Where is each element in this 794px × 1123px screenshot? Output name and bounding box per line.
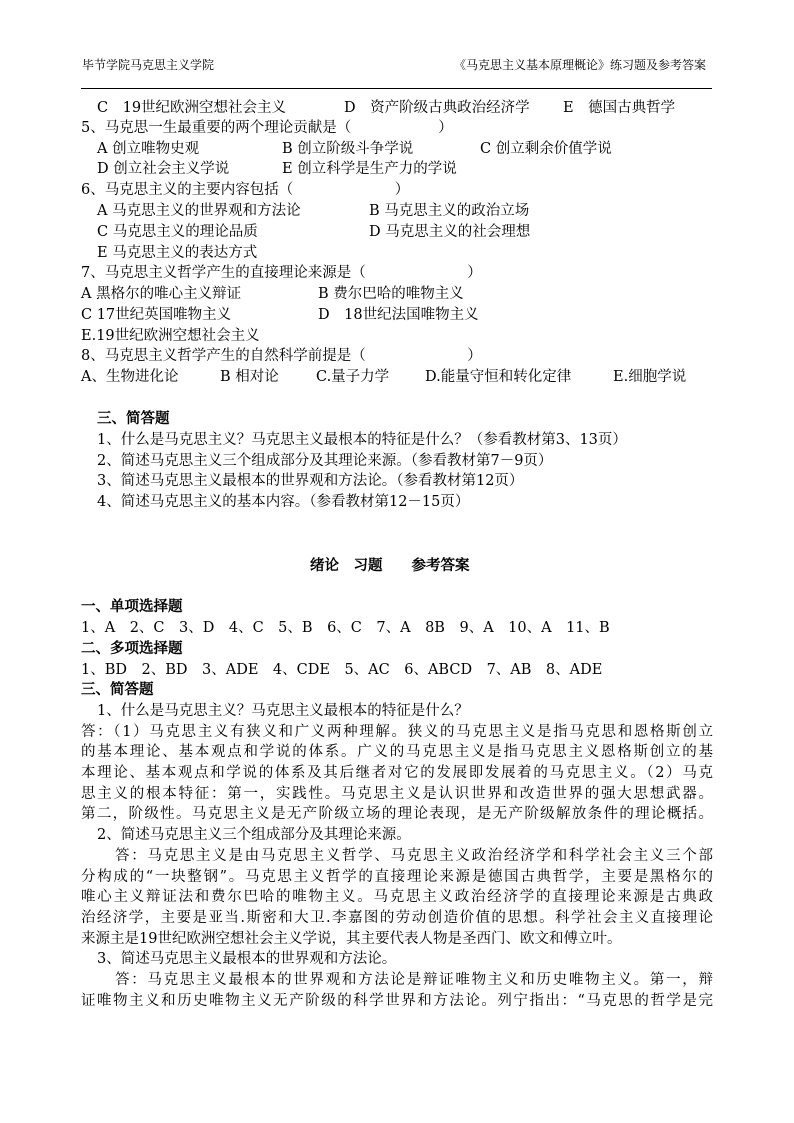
header-right: 《马克思主义基本原理概论》练习题及参考答案 bbox=[453, 58, 706, 72]
answers-short-heading: 三、简答题 bbox=[81, 681, 154, 698]
q8-option-a: A、生物进化论 bbox=[81, 369, 179, 385]
answer-2-line: 来源主是19世纪欧洲空想社会主义学说，其主要代表人物是圣西门、欧文和傅立叶。 bbox=[81, 931, 622, 947]
short-heading: 三、简答题 bbox=[97, 410, 170, 427]
answer-1-line: 的基本理论、基本观点和学说的体系。广义的马克思主义是指马克思主义恩格斯创立的基 bbox=[81, 744, 713, 760]
single-choice-answers: 1、A 2、C 3、D 4、C 5、B 6、C 7、A 8B 9、A 10、A 11、B bbox=[81, 620, 610, 636]
short-item: 2、简述马克思主义三个组成部分及其理论来源。（参看教材第7－9页） bbox=[97, 453, 553, 469]
q8-stem: 8、马克思主义哲学产生的自然科学前提是（ ） bbox=[81, 348, 482, 364]
q5-option-e: E 创立科学是生产力的学说 bbox=[282, 161, 457, 177]
single-choice-heading: 一、单项选择题 bbox=[81, 598, 183, 615]
answer-1-line: 本理论、基本观点和学说的体系及其后继者对它的发展即发展着的马克思主义。（2）马克 bbox=[81, 765, 713, 781]
q6-option-c: C 马克思主义的理论品质 bbox=[97, 224, 258, 240]
answer-1-line: 答：（1）马克思主义有狭义和广义两种理解。狭义的马克思主义是指马克思和恩格斯创立 bbox=[81, 724, 713, 740]
q7-option-d: D 18世纪法国唯物主义 bbox=[318, 307, 479, 323]
q7-option-e: E.19世纪欧洲空想社会主义 bbox=[81, 328, 260, 344]
q8-option-c: C.量子力学 bbox=[316, 369, 390, 385]
q6-stem: 6、马克思主义的主要内容包括（ ） bbox=[81, 182, 410, 198]
q7-stem: 7、马克思主义哲学产生的直接理论来源是（ ） bbox=[81, 265, 482, 281]
q7-option-c: C 17世纪英国唯物主义 bbox=[81, 307, 232, 323]
q4-option-d: D 资产阶级古典政治经济学 bbox=[344, 100, 530, 116]
answer-3-line: 证唯物主义和历史唯物主义无产阶级的科学世界和方法论。列宁指出：“马克思的哲学是完 bbox=[81, 993, 713, 1009]
q6-option-a: A 马克思主义的世界观和方法论 bbox=[97, 203, 301, 219]
q7-option-a: A 黑格尔的唯心主义辩证 bbox=[81, 286, 242, 302]
q5-option-d: D 创立社会主义学说 bbox=[97, 161, 230, 177]
answer-2-line: 唯心主义辩证法和费尔巴哈的唯物主义。马克思主义政治经济学的直接理论来源是古典政 bbox=[81, 889, 713, 905]
q4-option-c: C 19世纪欧洲空想社会主义 bbox=[97, 100, 287, 116]
q6-option-b: B 马克思主义的政治立场 bbox=[369, 203, 530, 219]
header-left: 毕节学院马克思主义学院 bbox=[82, 58, 215, 72]
short-item: 3、简述马克思主义最根本的世界观和方法论。（参看教材第12页） bbox=[97, 473, 524, 489]
q5-option-a: A 创立唯物史观 bbox=[97, 141, 200, 157]
answer-1-line: 第二，阶级性。马克思主义是无产阶级立场的理论表现，是无产阶级解放条件的理论概括。 bbox=[81, 806, 713, 822]
q6-option-d: D 马克思主义的社会理想 bbox=[369, 224, 531, 240]
q8-option-b: B 相对论 bbox=[220, 369, 279, 385]
q5-option-c: C 创立剩余价值学说 bbox=[480, 141, 612, 157]
q5-stem: 5、马克思一生最重要的两个理论贡献是（ ） bbox=[81, 120, 453, 136]
short-item: 1、什么是马克思主义？马克思主义最根本的特征是什么？（参看教材第3、13页） bbox=[97, 432, 627, 448]
q5-option-b: B 创立阶级斗争学说 bbox=[282, 141, 414, 157]
q8-option-d: D.能量守恒和转化定律 bbox=[425, 369, 572, 385]
answer-2-line: 治经济学，主要是亚当.斯密和大卫.李嘉图的劳动创造价值的思想。科学社会主义直接理论 bbox=[81, 910, 713, 926]
answer-1-line: 思主义的根本特征：第一，实践性。马克思主义是认识世界和改造世界的强大思想武器。 bbox=[81, 786, 713, 802]
header-rule bbox=[81, 88, 712, 89]
answer-2-line: 答：马克思主义是由马克思主义哲学、马克思主义政治经济学和科学社会主义三个部 bbox=[115, 848, 713, 864]
q6-option-e: E 马克思主义的表达方式 bbox=[97, 245, 258, 261]
answers-title: 绪论 习题 参考答案 bbox=[310, 557, 470, 574]
q4-option-e: E 德国古典哲学 bbox=[563, 100, 676, 116]
q7-option-b: B 费尔巴哈的唯物主义 bbox=[318, 286, 464, 302]
multi-choice-heading: 二、多项选择题 bbox=[81, 640, 183, 657]
answer-question-3: 3、简述马克思主义最根本的世界观和方法论。 bbox=[97, 951, 397, 967]
answer-2-line: 分构成的“一块整钢”。马克思主义哲学的直接理论来源是德国古典哲学，主要是黑格尔的 bbox=[81, 869, 713, 885]
answer-question-1: 1、什么是马克思主义？马克思主义最根本的特征是什么？ bbox=[97, 703, 469, 719]
short-item: 4、简述马克思主义的基本内容。（参看教材第12－15页） bbox=[97, 494, 470, 510]
multi-choice-answers: 1、BD 2、BD 3、ADE 4、CDE 5、AC 6、ABCD 7、AB 8、ADE bbox=[81, 662, 603, 678]
q8-option-e: E.细胞学说 bbox=[613, 369, 687, 385]
answer-3-line: 答：马克思主义最根本的世界观和方法论是辩证唯物主义和历史唯物主义。第一，辩 bbox=[115, 972, 713, 988]
answer-question-2: 2、简述马克思主义三个组成部分及其理论来源。 bbox=[97, 827, 411, 843]
